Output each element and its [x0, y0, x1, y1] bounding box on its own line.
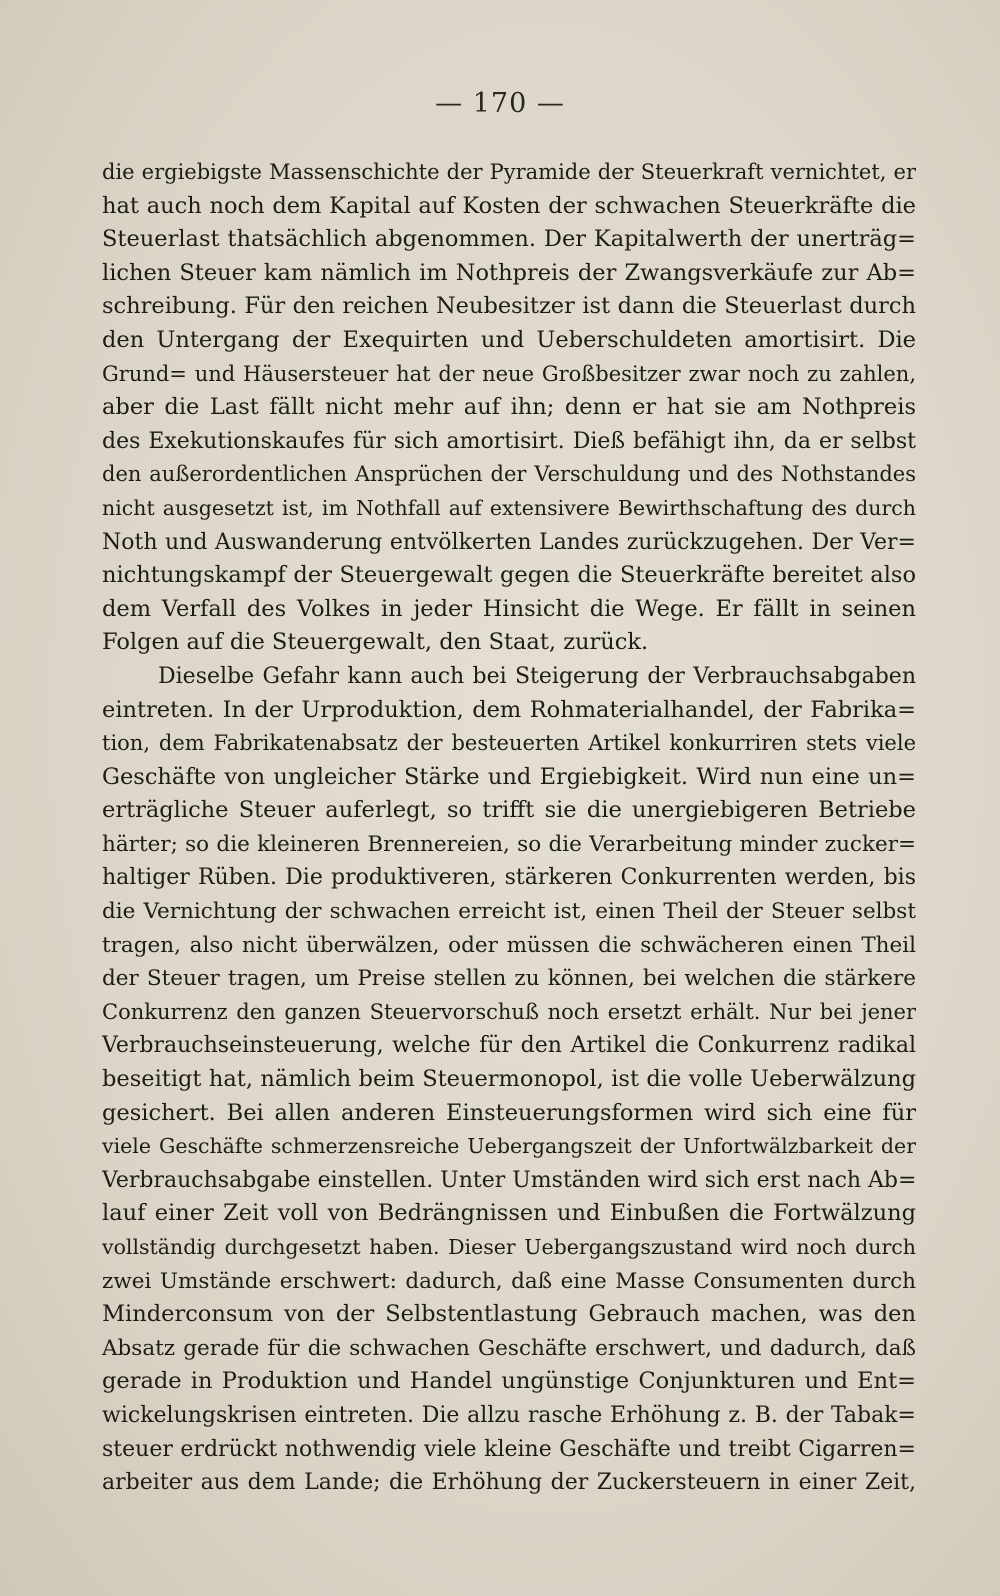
text-line: schreibung. Für den reichen Neubesitzer ist dann die Steuerlast durch	[102, 293, 916, 320]
text-line: des Exekutionskaufes für sich amortisirt. Dieß befähigt ihn, da er selbst	[102, 428, 916, 454]
text-line: vollständig durchgesetzt haben. Dieser Uebergangszustand wird noch durch	[102, 1235, 916, 1259]
text-line: Minderconsum von der Selbstentlastung Gebrauch machen, was den	[102, 1301, 916, 1328]
text-line: nicht ausgesetzt ist, im Nothfall auf extensivere Bewirthschaftung des durch	[102, 495, 916, 520]
page-number: — 170 —	[435, 88, 565, 119]
text-line: Absatz gerade für die schwachen Geschäfte erschwert, und dadurch, daß	[102, 1335, 916, 1361]
text-line: erträgliche Steuer auferlegt, so trifft sie die unergiebigeren Betriebe	[102, 797, 916, 824]
text-line: Geschäfte von ungleicher Stärke und Ergiebigkeit. Wird nun eine un=	[102, 763, 916, 790]
text-line: lauf einer Zeit voll von Bedrängnissen und Einbußen die Fortwälzung	[102, 1200, 916, 1227]
text-line: zwei Umstände erschwert: dadurch, daß eine Masse Consumenten durch	[102, 1268, 916, 1294]
text-line: hat auch noch dem Kapital auf Kosten der schwachen Steuerkräfte die	[102, 192, 916, 219]
text-line: die ergiebigste Massenschichte der Pyramide der Steuerkraft vernichtet, er	[102, 160, 916, 184]
text-line: dem Verfall des Volkes in jeder Hinsicht die Wege. Er fällt in seinen	[102, 595, 916, 622]
text-line: Grund= und Häusersteuer hat der neue Großbesitzer zwar noch zu zahlen,	[102, 361, 916, 386]
text-line: Dieselbe Gefahr kann auch bei Steigerung der Verbrauchsabgaben	[158, 663, 916, 689]
text-line: Verbrauchsabgabe einstellen. Unter Umständen wird sich erst nach Ab=	[102, 1167, 916, 1193]
text-line: haltiger Rüben. Die produktiveren, stärkeren Conkurrenten werden, bis	[102, 865, 916, 891]
text-line: Steuerlast thatsächlich abgenommen. Der Kapitalwerth der unerträg=	[102, 226, 916, 253]
text-line: den Untergang der Exequirten und Ueberschuldeten amortisirt. Die	[102, 326, 916, 353]
text-line: nichtungskampf der Steuergewalt gegen die Steuerkräfte bereitet also	[102, 562, 916, 589]
text-line: eintreten. In der Urproduktion, dem Rohmaterialhandel, der Fabrika=	[102, 696, 916, 723]
text-line: steuer erdrückt nothwendig viele kleine Geschäfte und treibt Cigarren=	[102, 1436, 916, 1462]
text-line: tragen, also nicht überwälzen, oder müssen die schwächeren einen Theil	[102, 932, 916, 958]
text-line: Conkurrenz den ganzen Steuervorschuß noch ersetzt erhält. Nur bei jener	[102, 999, 916, 1024]
text-line: viele Geschäfte schmerzensreiche Uebergangszeit der Unfortwälzbarkeit der	[102, 1134, 916, 1159]
text-line: Folgen auf die Steuergewalt, den Staat, zurück.	[102, 629, 649, 656]
text-line: tion, dem Fabrikatenabsatz der besteuerten Artikel konkurriren stets viele	[102, 731, 916, 756]
text-line: arbeiter aus dem Lande; die Erhöhung der Zuckersteuern in einer Zeit,	[102, 1470, 916, 1496]
text-line: gerade in Produktion und Handel ungünstige Conjunkturen und Ent=	[102, 1368, 916, 1395]
text-line: die Vernichtung der schwachen erreicht ist, einen Theil der Steuer selbst	[102, 899, 916, 925]
text-line: wickelungskrisen eintreten. Die allzu rasche Erhöhung z. B. der Tabak=	[102, 1402, 916, 1428]
text-line: lichen Steuer kam nämlich im Nothpreis der Zwangsverkäufe zur Ab=	[102, 259, 916, 286]
text-line: beseitigt hat, nämlich beim Steuermonopol, ist die volle Ueberwälzung	[102, 1066, 916, 1093]
body-text	[102, 156, 916, 1500]
text-line: Noth und Auswanderung entvölkerten Landes zurückzugehen. Der Ver=	[102, 529, 916, 555]
text-line: Verbrauchseinsteuerung, welche für den Artikel die Conkurrenz radikal	[102, 1033, 916, 1059]
text-line: der Steuer tragen, um Preise stellen zu können, bei welchen die stärkere	[102, 966, 916, 992]
text-line: aber die Last fällt nicht mehr auf ihn; denn er hat sie am Nothpreis	[102, 394, 916, 421]
text-line: gesichert. Bei allen anderen Einsteuerungsformen wird sich eine für	[102, 1099, 916, 1126]
text-line: härter; so die kleineren Brennereien, so die Verarbeitung minder zucker=	[102, 831, 916, 857]
text-line: den außerordentlichen Ansprüchen der Verschuldung und des Nothstandes	[102, 462, 916, 487]
